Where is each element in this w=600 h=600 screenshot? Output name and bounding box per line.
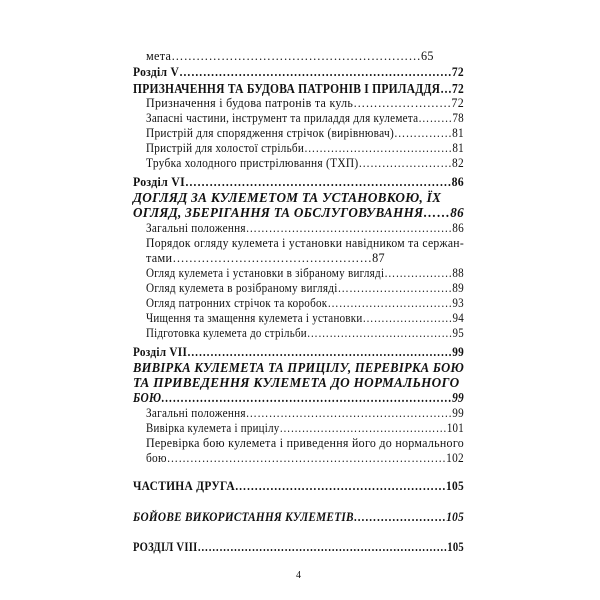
section-vii-title: ВИВІРКА КУЛЕМЕТА ТА ПРИЦІЛУ, ПЕРЕВІРКА БОЮ xyxy=(133,360,464,375)
section-vii-heading: Розділ VII……………………………………………………………99 xyxy=(133,345,464,359)
toc-line: Призначення і будова патронів та куль……………………72 xyxy=(146,96,464,110)
toc-line: Огляд кулемета і установки в зібраному вигляді………………88 xyxy=(146,266,464,280)
toc-line: Загальні положення………………………………………………86 xyxy=(146,221,464,235)
toc-line: Трубка холодного пристрілювання (ТХП)……………………82 xyxy=(146,156,464,170)
section-viii-heading: РОЗДІЛ VIII……………………………………………………………105 xyxy=(133,540,464,554)
section-vi-heading: Розділ VI…………………………………………………………86 xyxy=(133,175,464,189)
toc-line: Огляд патронних стрічок та коробок……………………………93 xyxy=(146,296,464,310)
toc-line: Пристрій для спорядження стрічок (вирівнювач)……………81 xyxy=(146,126,464,140)
part-two-heading: ЧАСТИНА ДРУГА………………………………………………105 xyxy=(133,479,464,493)
page-number: 4 xyxy=(296,570,301,581)
toc-line: Перевірка бою кулемета і приведення його до нормального xyxy=(146,436,464,450)
toc-line: бою………………………………………………………………102 xyxy=(146,451,464,465)
section-v-title: ПРИЗНАЧЕННЯ ТА БУДОВА ПАТРОНІВ І ПРИЛАДДЯ…72 xyxy=(133,81,464,96)
toc-line: Чищення та змащення кулемета і установки……………………94 xyxy=(146,311,464,325)
toc-line: Запасні частини, інструмент та приладдя для кулемета………78 xyxy=(146,111,464,125)
section-v-heading: Розділ V……………………………………………………………72 xyxy=(133,65,464,79)
section-vii-title: БОЮ…………………………………………………………………99 xyxy=(133,390,464,405)
toc-line: Порядок огляду кулемета і установки навідником та сержан- xyxy=(146,236,464,250)
toc-line: Вивірка кулемета і прицілу………………………………………101 xyxy=(146,421,464,435)
toc-line: Підготовка кулемета до стрільби…………………………………95 xyxy=(146,326,464,340)
section-vi-title: ДОГЛЯД ЗА КУЛЕМЕТОМ ТА УСТАНОВКОЮ, ЇХ xyxy=(133,190,442,205)
toc-line: Загальні положення………………………………………………99 xyxy=(146,406,464,420)
toc-line: тами…………………………………………87 xyxy=(146,251,385,265)
toc-line: Пристрій для холостої стрільби…………………………………81 xyxy=(146,141,464,155)
combat-use-heading: БОЙОВЕ ВИКОРИСТАННЯ КУЛЕМЕТІВ……………………105 xyxy=(133,510,464,524)
section-vii-title: ТА ПРИВЕДЕННЯ КУЛЕМЕТА ДО НОРМАЛЬНОГО xyxy=(133,375,460,390)
section-vi-title: ОГЛЯД, ЗБЕРІГАННЯ ТА ОБСЛУГОВУВАННЯ……86 xyxy=(133,205,464,220)
toc-line: мета……………………………………………………65 xyxy=(146,49,434,63)
toc-line: Огляд кулемета в розібраному вигляді…………………………89 xyxy=(146,281,464,295)
